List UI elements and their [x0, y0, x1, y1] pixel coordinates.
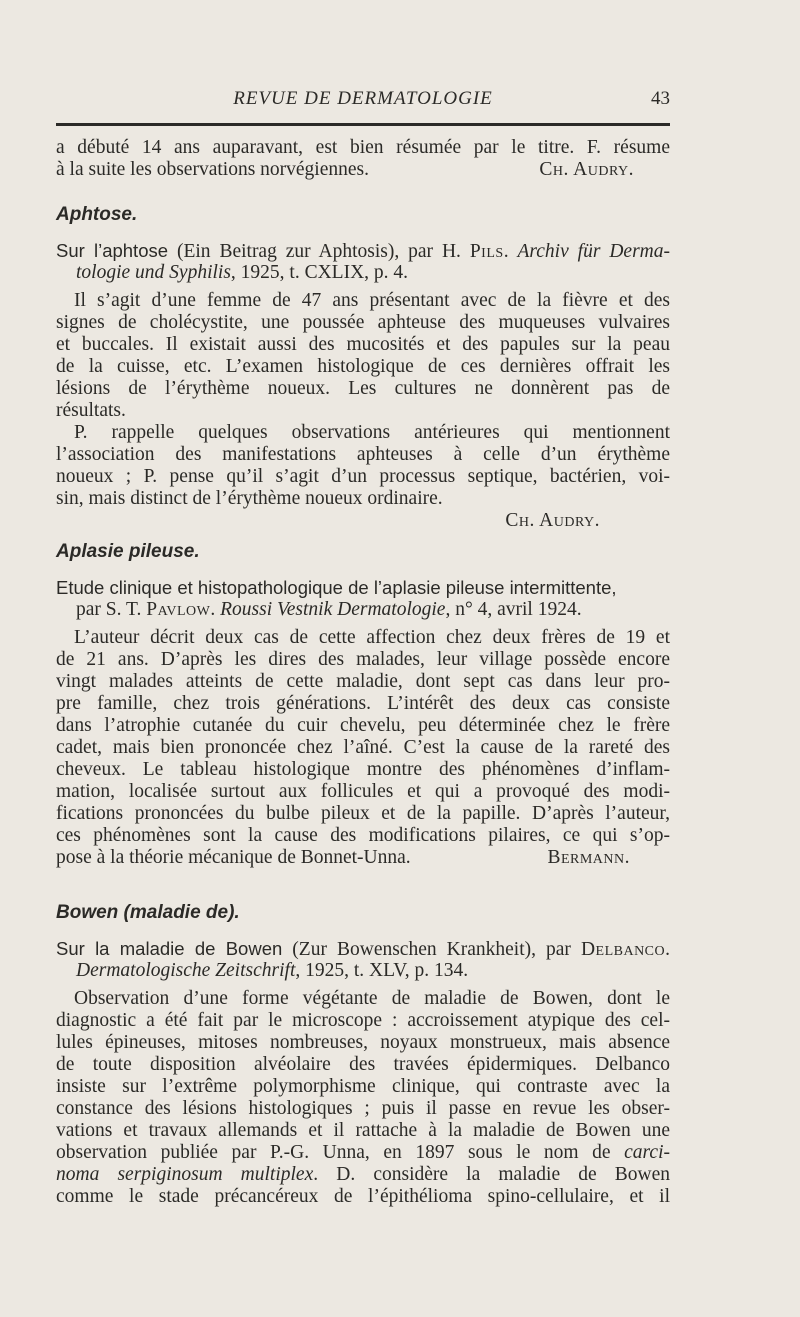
section-bowen: [56, 902, 670, 1208]
signature: Bermann.: [547, 847, 630, 868]
article-title: Etude clinique et histopathologique de l’aplasie pileuse intermittente,: [56, 577, 617, 598]
text-span: à la suite les observations norvégiennes.: [56, 159, 369, 180]
citation-line: [56, 960, 670, 982]
signature: [56, 510, 670, 532]
spacer: [56, 565, 670, 577]
text-line: [56, 159, 670, 181]
journal: Roussi Vestnik Dermatologie: [220, 599, 446, 620]
journal: tologie und Syphilis: [76, 262, 231, 283]
citation-line: [56, 262, 670, 284]
citation-text: .: [210, 599, 221, 620]
author: Pils: [469, 241, 504, 262]
text-span-italic: noma serpiginosum multiplex: [56, 1164, 314, 1185]
text-line: pre famille, chez trois générations. L’intérêt des deux cas consiste: [56, 693, 670, 714]
running-title: REVUE DE DERMATOLOGIE: [233, 88, 493, 109]
text-line: [56, 1142, 670, 1164]
citation-text: , n° 4, avril 1924.: [445, 599, 582, 620]
citation-text: , 1925, t. CXLIX, p. 4.: [230, 262, 409, 283]
text-line: lésions de l’érythème noueux. Les cultures ne donnèrent pas de: [56, 378, 670, 399]
section-aphtose: [56, 204, 670, 532]
journal: Archiv für Derma-: [517, 241, 670, 262]
text-line: de toute disposition alvéolaire des travées épidermiques. Delbanco: [56, 1054, 670, 1075]
text-line: constance des lésions histologiques ; puis il passe en revue les obser-: [56, 1098, 670, 1119]
text-line: lules épineuses, mitoses nombreuses, noyaux monstrueux, mais absence: [56, 1032, 670, 1053]
text-line: [56, 1164, 670, 1186]
text-line: de 21 ans. D’après les dires des malades, leur village possède encore: [56, 649, 670, 670]
signature-text: Ch. Audry.: [505, 510, 600, 531]
text-span-italic: carci-: [624, 1142, 670, 1163]
text-line: cheveux. Le tableau histologique montre des phénomènes d’inflam-: [56, 759, 670, 780]
citation-line: [56, 938, 670, 960]
text-span: observation publiée par P.-G. Unna, en 1897 sous le nom de: [56, 1142, 625, 1163]
text-line: diagnostic a été fait par le microscope : accroissement atypique des cel-: [56, 1010, 670, 1031]
text-line: signes de cholécystite, une poussée aphteuse des muqueuses vulvaires: [56, 312, 670, 333]
text-line: L’auteur décrit deux cas de cette affection chez deux frères de 19 et: [74, 627, 670, 648]
text-line: vingt malades atteints de cette maladie, dont sept cas dans leur pro-: [56, 671, 670, 692]
text-line: Il s’agit d’une femme de 47 ans présentant avec de la fièvre et des: [74, 290, 670, 311]
text-span: pose à la théorie mécanique de Bonnet-Unna.: [56, 847, 411, 868]
author: Delbanco: [580, 939, 666, 960]
text-line: Observation d’une forme végétante de maladie de Bowen, dont le: [74, 988, 670, 1009]
signature: Ch. Audry.: [539, 159, 634, 180]
citation-text: , 1925, t. XLV, p. 134.: [295, 960, 469, 981]
text-line: a débuté 14 ans auparavant, est bien résumée par le titre. F. résume: [56, 137, 670, 158]
citation-text: par S. T.: [76, 599, 147, 620]
text-line: P. rappelle quelques observations antérieures qui mentionnent: [74, 422, 670, 443]
text-line: mation, localisée surtout aux follicules et qui a provoqué des modi-: [56, 781, 670, 802]
text-span: . D. considère la maladie de Bowen: [313, 1164, 670, 1185]
section-aplasie: [56, 541, 670, 869]
section-heading: Aphtose.: [56, 204, 138, 225]
citation-text: (Ein Beitrag zur Aphtosis), par H.: [168, 241, 470, 262]
text-line: comme le stade précancéreux de l’épithélioma spino-cellulaire, et il: [56, 1186, 670, 1207]
citation-line: [56, 577, 670, 599]
citation-text: .: [503, 241, 518, 262]
article-title: Sur l’aphtose: [56, 240, 169, 261]
text-line: de la cuisse, etc. L’examen histologique de ces dernières offrait les: [56, 356, 670, 377]
text-line: noueux ; P. pense qu’il s’agit d’un processus septique, bactérien, voi-: [56, 466, 670, 487]
citation-line: [56, 599, 670, 621]
citation-text: .: [665, 939, 671, 960]
text-line: sin, mais distinct de l’érythème noueux ordinaire.: [56, 488, 443, 509]
author: Pavlow: [146, 599, 211, 620]
text-line: ces phénomènes sont la cause des modifications pilaires, ce qui s’op-: [56, 825, 670, 846]
section-heading: Aplasie pileuse.: [56, 541, 200, 562]
citation-line: [56, 240, 670, 262]
text-line: et buccales. Il existait aussi des mucosités et des papules sur la peau: [56, 334, 670, 355]
article-title: Sur la maladie de Bowen: [56, 938, 283, 959]
intro-block: [56, 137, 670, 181]
running-head: [56, 86, 670, 114]
spacer: [56, 926, 670, 938]
citation-text: (Zur Bowenschen Krankheit), par: [282, 939, 581, 960]
journal: Dermatologische Zeitschrift: [76, 960, 296, 981]
section-heading: Bowen (maladie de).: [56, 902, 240, 923]
text-line: résultats.: [56, 400, 126, 421]
spacer: [56, 228, 670, 240]
text-line: cadet, mais bien prononcée chez l’aîné. C’est la cause de la rareté des: [56, 737, 670, 758]
text-line: l’association des manifestations aphteuses à celle d’un érythème: [56, 444, 670, 465]
text-line: insiste sur l’extrême polymorphisme clinique, qui contraste avec la: [56, 1076, 670, 1097]
page-number: 43: [651, 88, 670, 109]
header-rule: [56, 123, 670, 126]
text-line: [56, 847, 670, 869]
text-line: vations et travaux allemands et il rattache à la maladie de Bowen une: [56, 1120, 670, 1141]
text-line: fications prononcées du bulbe pileux et de la papille. D’après l’auteur,: [56, 803, 670, 824]
text-line: dans l’atrophie cutanée du cuir chevelu, peu déterminée chez le frère: [56, 715, 670, 736]
